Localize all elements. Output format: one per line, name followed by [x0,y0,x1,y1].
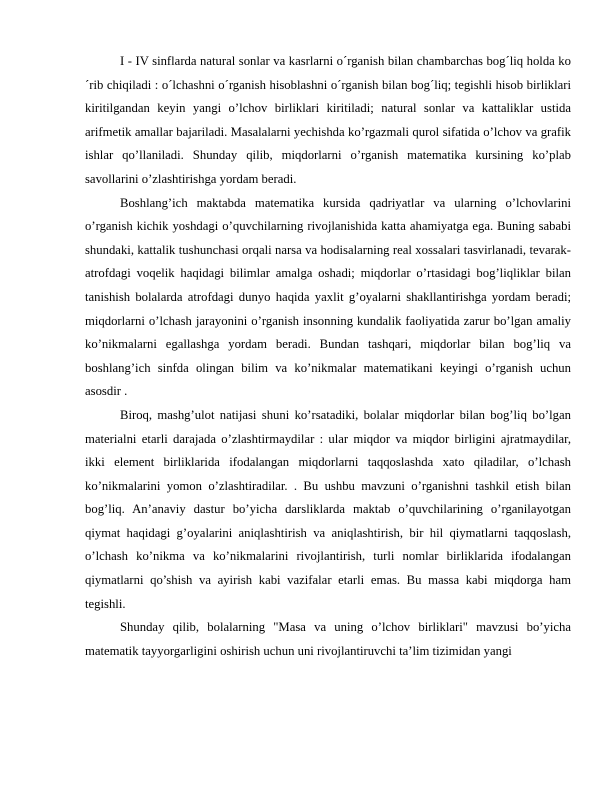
paragraph-2: Boshlang’ich maktabda matematika kursida qadriyatlar va ularning o’lchovlarini o’rganish kichik yoshdagi o’quvchilarning rivojlanishida katta ahamiyatga ega. Buning sababi shundaki, kattalik tushunchasi orqali narsa va hodisalarning real xossalari tasvirlanadi, tevarak-atrofdagi voqelik haqidagi bilimlar amalga oshadi; miqdorlar o’rtasidagi bog’liqliklar bilan tanishish bolalarda atrofdagi dunyo haqida yaxlit g’oyalarni shakllantirishga yordam beradi; miqdorlarni o’lchash jarayonini o’rganish insonning kundalik faoliyatida zarur bo’lgan amaliy ko’nikmalarni egallashga yordam beradi. Bundan tashqari, miqdorlar bilan bog’liq va boshlang’ich sinfda olingan bilim va ko’nikmalar matematikani keyingi o’rganish uchun asosdir . [85,195,571,399]
paragraph-1: I - IV sinflarda natural sonlar va kasrlarni o´rganish bilan chambarchas bog´liq holda ko´rib chiqiladi : o´lchashni o´rganish hisoblashni o´rganish bilan bog´liq; tegishli hisob birliklari kiritilgandan keyin yangi o’lchov birliklari kiritiladi; natural sonlar va kattaliklar ustida arifmetik amallar bajariladi. Masalalarni yechishda ko’rgazmali qurol sifatida o’lchov va grafik ishlar qo’llaniladi. Shunday qilib, miqdorlarni o’rganish matematika kursining ko’plab savollarini o’zlashtirishga yordam beradi. [85,54,571,186]
document-body [85,50,571,663]
paragraph-3: Biroq, mashg’ulot natijasi shuni ko’rsatadiki, bolalar miqdorlar bilan bog’liq bo’lgan materialni etarli darajada o’zlashtirmaydilar : ular miqdor va miqdor birligini ajratmaydilar, ikki element birliklarida ifodalangan miqdorlarni taqqoslashda xato qiladilar, o’lchash ko’nikmalarini yomon o’zlashtiradilar. . Bu ushbu mavzuni o’rganishni tashkil etish bilan bog’liq. An’anaviy dastur bo’yicha darsliklarda maktab o’quvchilarining o’rganilayotgan qiymat haqidagi g’oyalarini aniqlashtirish va aniqlashtirish, bir hil qiymatlarni taqqoslash, o’lchash ko’nikma va ko’nikmalarini rivojlantirish, turli nomlar birliklarida ifodalangan qiymatlarni qo’shish va ayirish kabi vazifalar etarli emas. Bu massa kabi miqdorga ham tegishli. [85,407,571,611]
paragraph-4: Shunday qilib, bolalarning "Masa va uning o’lchov birliklari" mavzusi bo’yicha matematik tayyorgarligini oshirish uchun uni rivojlantiruvchi ta’lim tizimidan yangi [85,620,571,658]
